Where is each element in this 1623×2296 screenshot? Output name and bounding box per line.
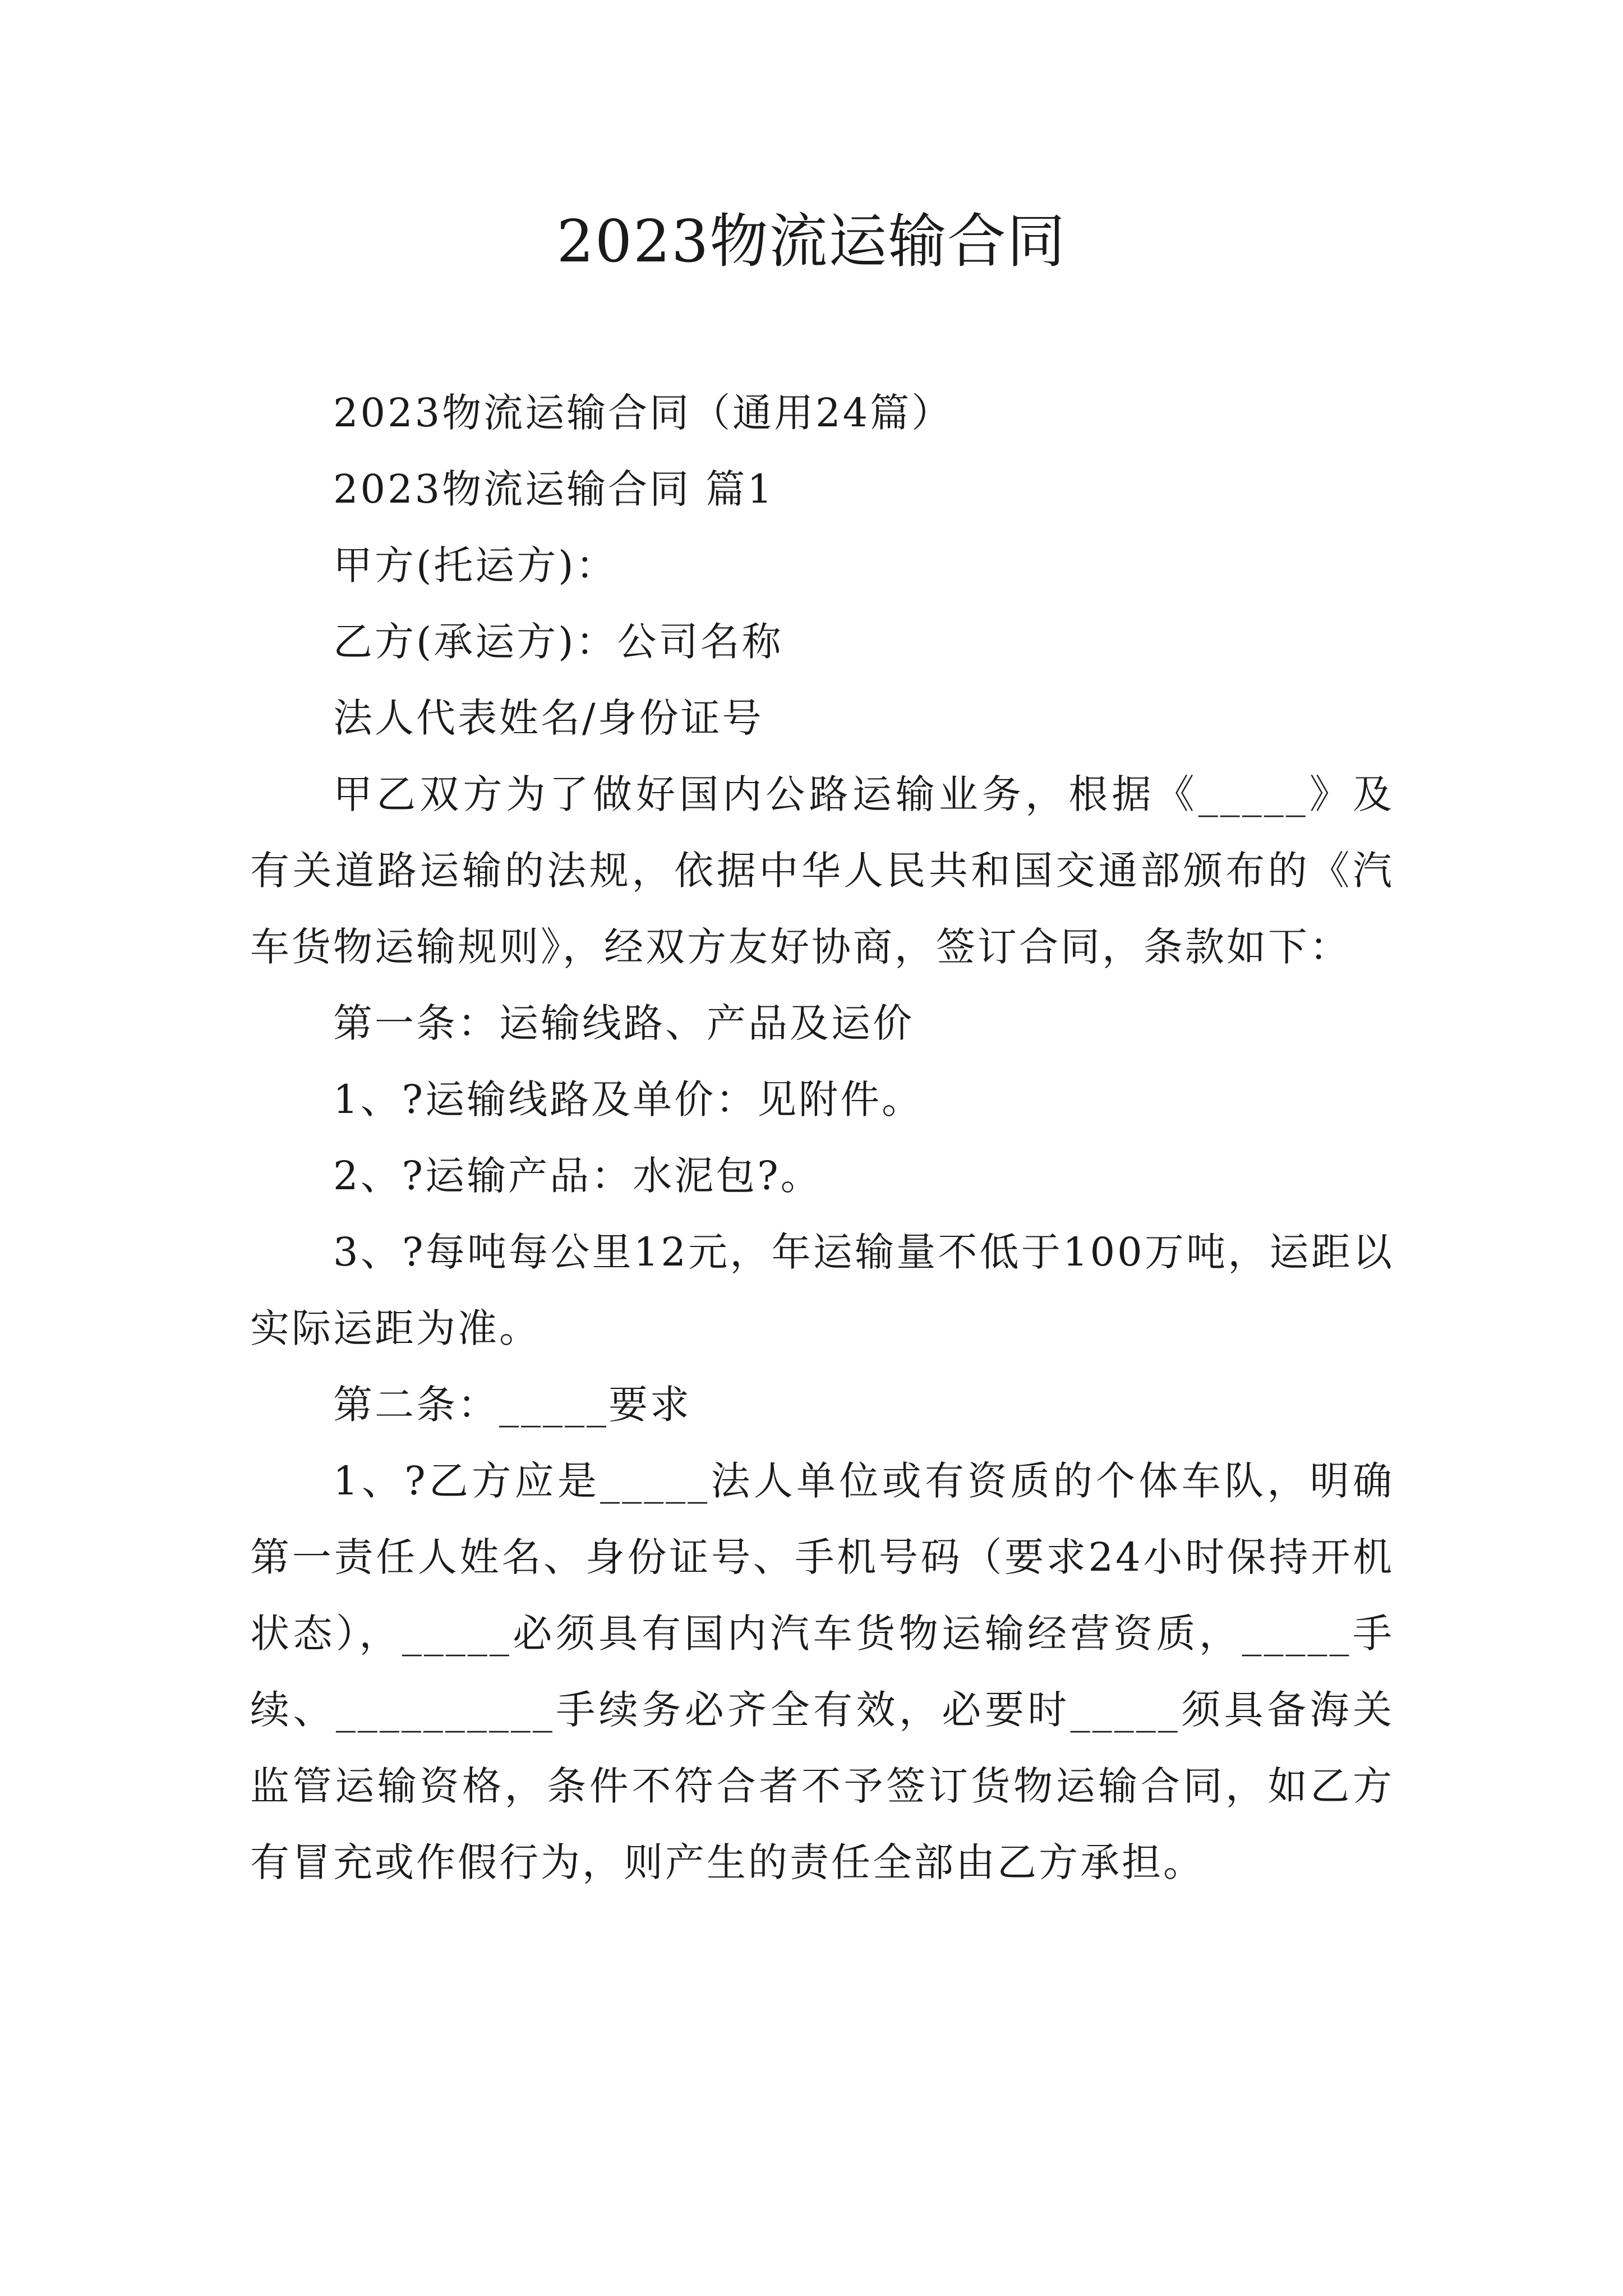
paragraph-subtitle: 2023物流运输合同（通用24篇） — [333, 390, 953, 436]
paragraph-party-a: 甲方(托运方)： — [333, 542, 617, 588]
paragraph-article-2-heading: 第二条：_____要求 — [333, 1382, 691, 1428]
paragraph-article-1-item-3: 3、?每吨每公里12元，年运输量不低于100万吨，运距以实际运距为准。 — [250, 1229, 1394, 1351]
paragraph-preamble: 甲乙双方为了做好国内公路运输业务，根据《_____》及有关道路运输的法规，依据中华人民共和国交通部颁布的《汽车货物运输规则》，经双方友好协商，签订合同，条款如下： — [250, 771, 1394, 970]
paragraph-party-b: 乙方(承运方)：公司名称 — [333, 619, 783, 665]
document-title: 2023物流运输合同 — [556, 207, 1067, 275]
paragraph-article-1-item-1: 1、?运输线路及单价：见附件。 — [333, 1076, 924, 1122]
document-body — [250, 375, 1394, 1901]
paragraph-legal-representative: 法人代表姓名/身份证号 — [333, 695, 764, 741]
paragraph-section-heading: 2023物流运输合同 篇1 — [333, 466, 774, 512]
paragraph-article-1-heading: 第一条：运输线路、产品及运价 — [333, 1000, 914, 1046]
paragraph-article-1-item-2: 2、?运输产品：水泥包?。 — [333, 1153, 822, 1199]
paragraph-article-2-item-1: 1、?乙方应是_____法人单位或有资质的个体车队，明确第一责任人姓名、身份证号、手机号码（要求24小时保持开机状态），_____必须具有国内汽车货物运输经营资质，_____手续、__________手续务必齐全有效，必要时_____须具备海关监管运输资格，条件不符合者不予签订货物运输合同，如乙方有冒充或作假行为，则产生的责任全部由乙方承担。 — [250, 1458, 1394, 1885]
